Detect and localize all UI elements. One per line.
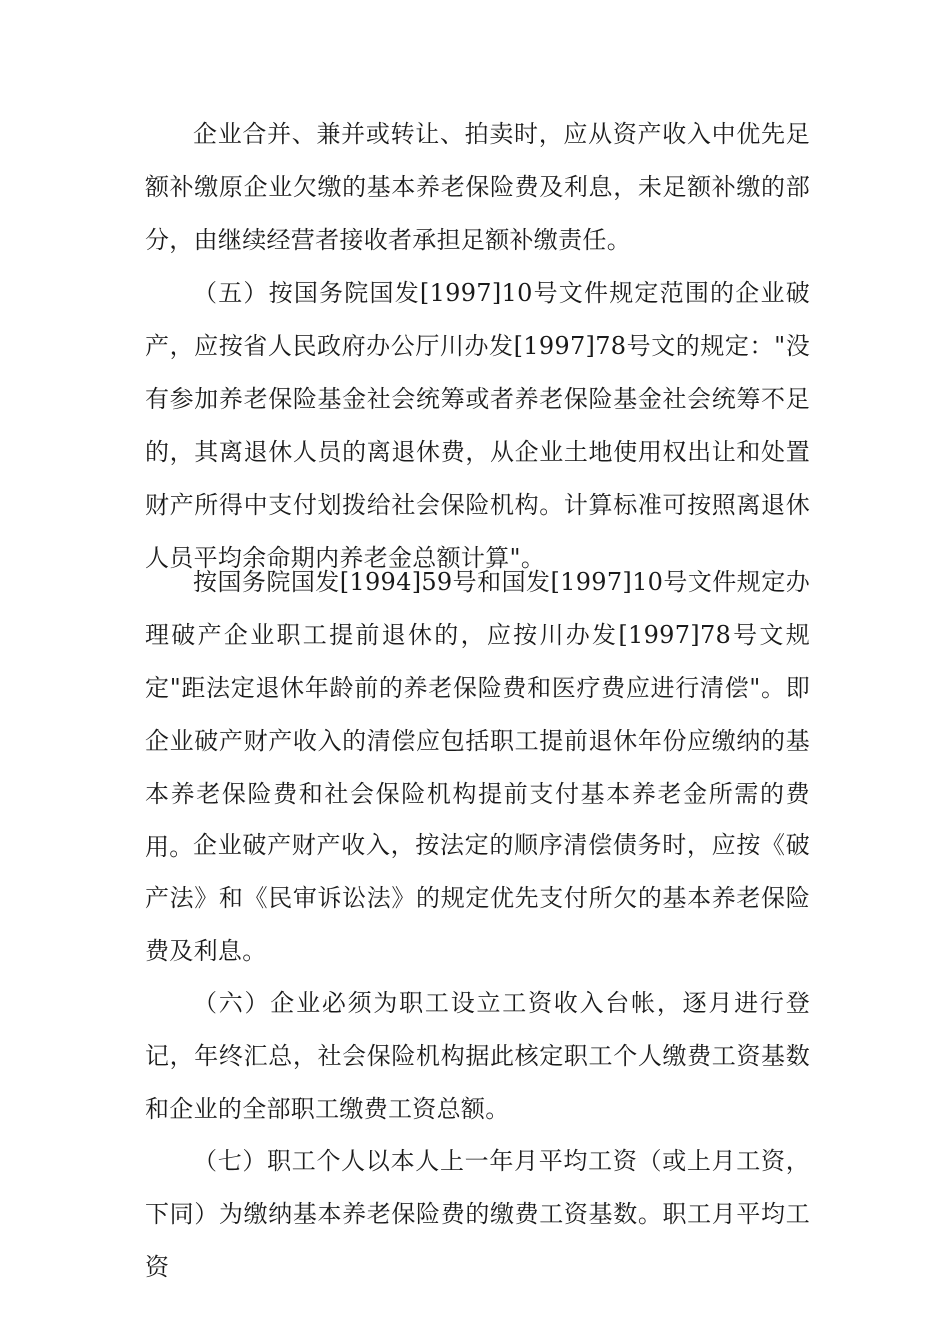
- paragraph-bankruptcy-priority: 企业破产财产收入，按法定的顺序清偿债务时，应按《破产法》和《民审诉讼法》的规定优先支付所欠的基本养老保险费及利息。: [145, 831, 810, 965]
- paragraph-item-seven-wage-base: （七）职工个人以本人上一年月平均工资（或上月工资，下同）为缴纳基本养老保险费的缴费工资基数。职工月平均工资: [145, 1147, 810, 1281]
- paragraph-item-five-bankruptcy: （五）按国务院国发[1997]10号文件规定范围的企业破产，应按省人民政府办公厅川办发[1997]78号文的规定："没有参加养老保险基金社会统筹或者养老保险基金社会统筹不足的，其离退休人员的离退休费，从企业土地使用权出让和处置财产所得中支付划拨给社会保险机构。计算标准可按照离退休人员平均余命期内养老金总额计算"。: [145, 279, 810, 572]
- paragraph-early-retirement: 按国务院国发[1994]59号和国发[1997]10号文件规定办理破产企业职工提前退休的，应按川办发[1997]78号文规定"距法定退休年龄前的养老保险费和医疗费应进行清偿"。即企业破产财产收入的清偿应包括职工提前退休年份应缴纳的基本养老保险费和社会保险机构提前支付基本养老金所需的费用。: [145, 568, 810, 861]
- paragraph-item-six-wage-ledger: （六）企业必须为职工设立工资收入台帐，逐月进行登记，年终汇总，社会保险机构据此核定职工个人缴费工资基数和企业的全部职工缴费工资总额。: [145, 989, 810, 1123]
- paragraph-merger-repayment: 企业合并、兼并或转让、拍卖时，应从资产收入中优先足额补缴原企业欠缴的基本养老保险费及利息，未足额补缴的部分，由继续经营者接收者承担足额补缴责任。: [145, 120, 810, 254]
